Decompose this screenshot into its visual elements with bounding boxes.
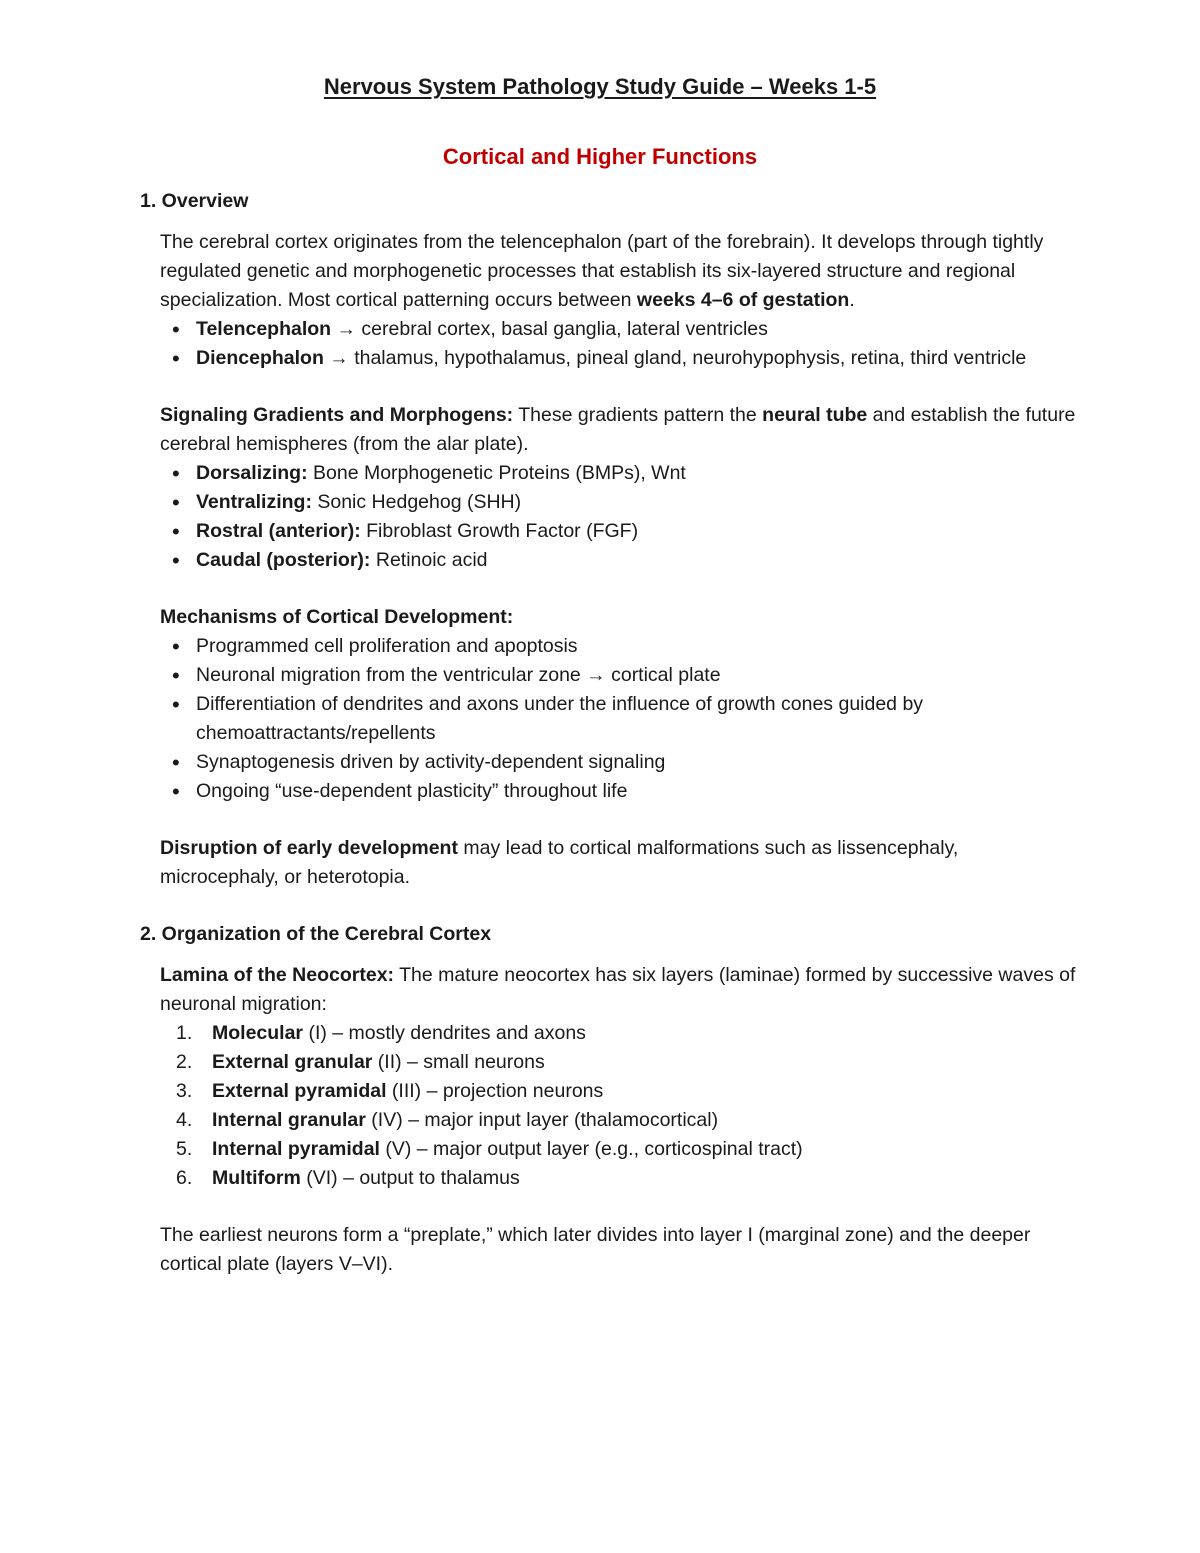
layers-list	[160, 1019, 1080, 1193]
lamina-paragraph: Lamina of the Neocortex: The mature neocortex has six layers (laminae) formed by successive waves of neuronal migration:	[160, 964, 1076, 1015]
overview-intro: The cerebral cortex originates from the telencephalon (part of the forebrain). It develops through tightly regulated genetic and morphogenetic processes that establish its six-layered structure and regional specialization. Most cortical patterning occurs between weeks 4–6 of gestation.	[160, 231, 1044, 311]
list-item: • Dorsalizing: Bone Morphogenetic Proteins (BMPs), Wnt	[160, 459, 1080, 488]
list-item: • Neuronal migration from the ventricular zone → cortical plate	[160, 661, 1080, 690]
list-item: • Ventralizing: Sonic Hedgehog (SHH)	[160, 488, 1080, 517]
overview-block	[140, 228, 1080, 892]
list-item: 4. Internal granular (IV) – major input layer (thalamocortical)	[176, 1109, 719, 1131]
organization-heading: 2. Organization of the Cerebral Cortex	[140, 923, 492, 945]
list-item: • Ongoing “use-dependent plasticity” throughout life	[160, 777, 1080, 806]
list-item: 2. External granular (II) – small neurons	[176, 1051, 545, 1073]
list-item: • Caudal (posterior): Retinoic acid	[160, 546, 1080, 575]
document-body	[140, 187, 1080, 1279]
list-item: • Differentiation of dendrites and axons under the influence of growth cones guided by chemoattractants/repellents	[160, 690, 1080, 748]
preplate-paragraph: The earliest neurons form a “preplate,” which later divides into layer I (marginal zone) and the deeper cortical plate (layers V–VI).	[160, 1224, 1031, 1275]
list-item: 5. Internal pyramidal (V) – major output layer (e.g., corticospinal tract)	[176, 1138, 803, 1160]
list-item: • Telencephalon → cerebral cortex, basal ganglia, lateral ventricles	[160, 315, 1080, 344]
section-title: Cortical and Higher Functions	[442, 144, 758, 169]
list-item: 6. Multiform (VI) – output to thalamus	[176, 1167, 520, 1189]
document-title: Nervous System Pathology Study Guide – Weeks 1-5	[323, 74, 877, 99]
mechanisms-list	[160, 632, 1080, 806]
list-item: • Diencephalon → thalamus, hypothalamus, pineal gland, neurohypophysis, retina, third ventricle	[160, 344, 1080, 373]
list-item: 3. External pyramidal (III) – projection neurons	[176, 1080, 604, 1102]
mechanisms-heading: Mechanisms of Cortical Development:	[160, 606, 514, 628]
overview-heading: 1. Overview	[140, 190, 249, 212]
list-item: 1. Molecular (I) – mostly dendrites and axons	[176, 1022, 586, 1044]
organization-block	[140, 961, 1080, 1279]
morphogen-list	[160, 459, 1080, 575]
brain-division-list	[160, 315, 1080, 373]
list-item: • Rostral (anterior): Fibroblast Growth Factor (FGF)	[160, 517, 1080, 546]
disruption-paragraph: Disruption of early development may lead to cortical malformations such as lissencephaly, microcephaly, or heterotopia.	[160, 837, 959, 888]
signaling-paragraph: Signaling Gradients and Morphogens: These gradients pattern the neural tube and establish the future cerebral hemispheres (from the alar plate).	[160, 404, 1076, 455]
list-item: • Synaptogenesis driven by activity-dependent signaling	[160, 748, 1080, 777]
list-item: • Programmed cell proliferation and apoptosis	[160, 632, 1080, 661]
